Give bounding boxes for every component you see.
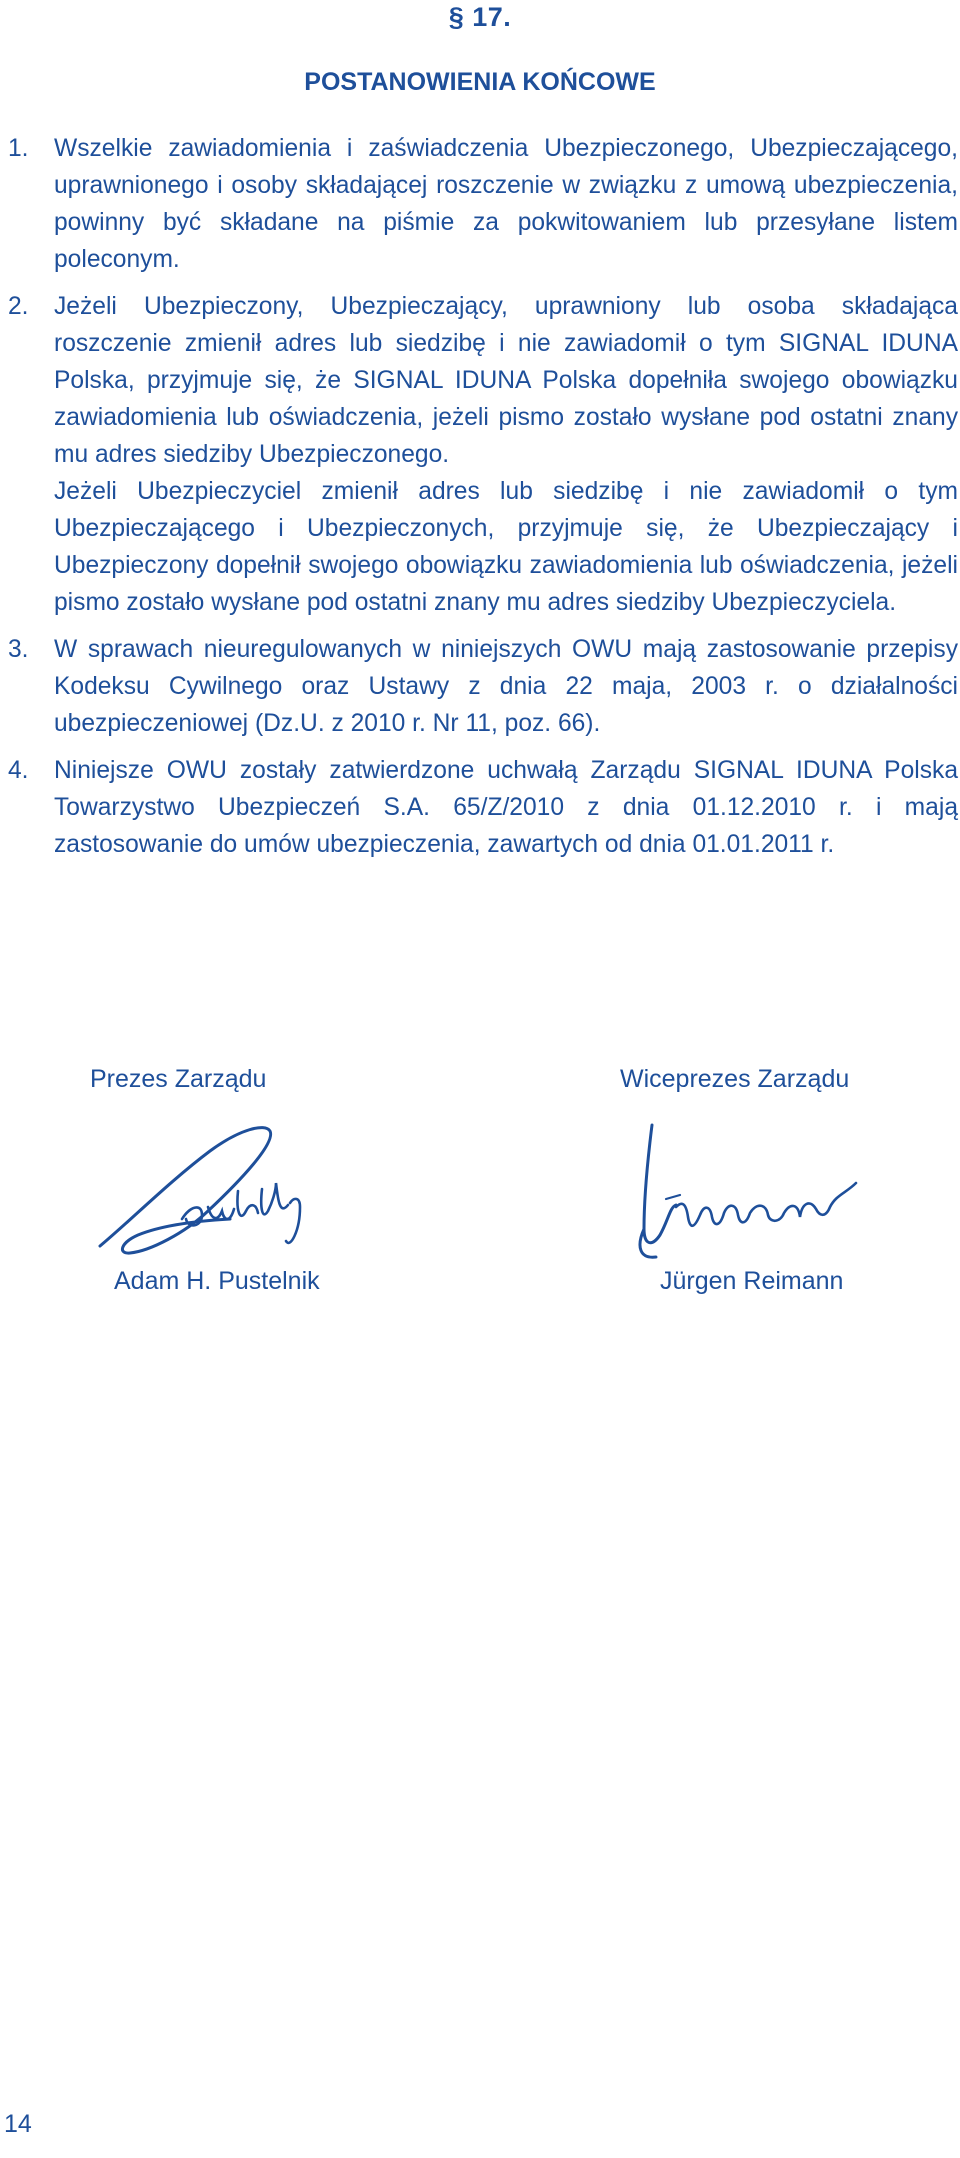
- list-item: [8, 130, 958, 278]
- item-paragraph: Niniejsze OWU zostały zatwierdzone uchwałą Zarządu SIGNAL IDUNA Polska Towarzystwo Ubezpieczeń S.A. 65/Z/2010 z dnia 01.12.2010 r. i mają zastosowanie do umów ubezpieczenia, zawartych od dnia 01.01.2011 r.: [54, 757, 958, 858]
- page-number: 14: [4, 2110, 32, 2138]
- signature-block-vice-president: [620, 1065, 920, 1325]
- list-item: [8, 631, 958, 742]
- list-item: [8, 752, 958, 863]
- item-paragraph: Wszelkie zawiadomienia i zaświadczenia Ubezpieczonego, Ubezpieczającego, uprawnionego i osoby składającej roszczenie w związku z umową ubezpieczenia, powinny być składane na piśmie za pokwitowaniem lub przesyłane listem poleconym.: [54, 135, 958, 273]
- item-number: 2.: [8, 293, 29, 320]
- section-title: POSTANOWIENIA KOŃCOWE: [304, 68, 656, 96]
- item-paragraph: W sprawach nieuregulowanych w niniejszych OWU mają zastosowanie przepisy Kodeksu Cywilnego oraz Ustawy z dnia 22 maja, 2003 r. o działalności ubezpieczeniowej (Dz.U. z 2010 r. Nr 11, poz. 66).: [54, 636, 958, 737]
- item-number: 1.: [8, 135, 29, 162]
- signature-icon: [90, 1111, 350, 1261]
- item-paragraph: Jeżeli Ubezpieczony, Ubezpieczający, uprawniony lub osoba składająca roszczenie zmienił adres lub siedzibę i nie zawiadomił o tym SIGNAL IDUNA Polska, przyjmuje się, że SIGNAL IDUNA Polska dopełniła swojego obowiązku zawiadomienia lub oświadczenia, jeżeli pismo zostało wysłane pod ostatni znany mu adres siedziby Ubezpieczonego.: [54, 293, 958, 468]
- signatory-name: Adam H. Pustelnik: [114, 1267, 320, 1295]
- signature-icon: [630, 1107, 930, 1267]
- signature-role: Wiceprezes Zarządu: [620, 1065, 850, 1093]
- provisions-list: [8, 130, 958, 873]
- signature-role: Prezes Zarządu: [90, 1065, 267, 1093]
- signatures-section: [0, 1065, 960, 1325]
- item-number: 3.: [8, 636, 29, 663]
- item-number: 4.: [8, 757, 29, 784]
- signatory-name: Jürgen Reimann: [660, 1267, 844, 1295]
- section-number: § 17.: [448, 2, 512, 32]
- list-item: [8, 288, 958, 621]
- signature-block-president: [90, 1065, 390, 1325]
- item-paragraph: Jeżeli Ubezpieczyciel zmienił adres lub siedzibę i nie zawiadomił o tym Ubezpieczającego i Ubezpieczonych, przyjmuje się, że Ubezpieczający i Ubezpieczony dopełnił swojego obowiązku zawiadomienia lub oświadczenia, jeżeli pismo zostało wysłane pod ostatni znany mu adres siedziby Ubezpieczyciela.: [54, 478, 958, 616]
